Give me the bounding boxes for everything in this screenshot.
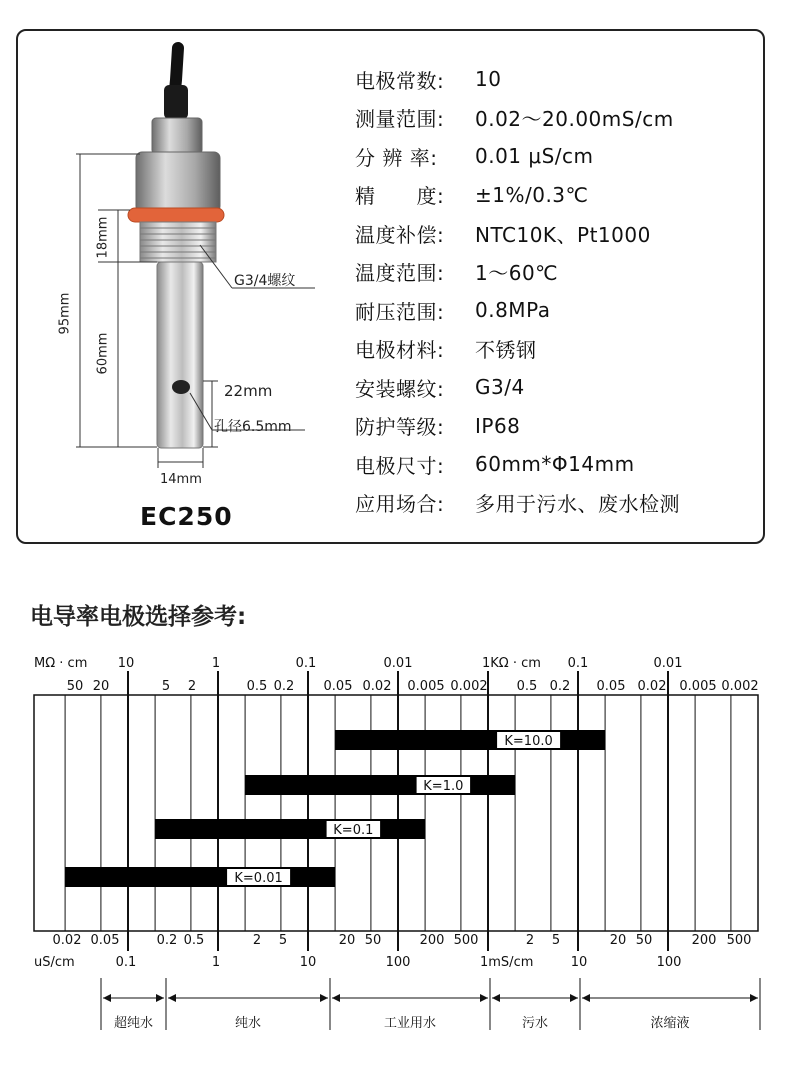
spec-value: 10 [475, 67, 502, 92]
category-arrow-left [168, 994, 176, 1002]
dim-probe-length: 60mm [95, 332, 111, 375]
hex-body [136, 152, 220, 212]
spec-value: 0.01 μS/cm [475, 144, 594, 169]
bottom-minor-tick-label: 2 [525, 933, 535, 948]
top-minor-tick-label: 0.2 [549, 679, 571, 694]
bottom-minor-tick-label: 0.2 [156, 933, 178, 948]
spec-value: 不锈钢 [475, 338, 537, 363]
bottom-major-tick-label: 100 [656, 955, 682, 970]
top-unit-label: 1KΩ · cm [482, 656, 541, 671]
bar-label: K=1.0 [423, 779, 464, 794]
spec-label: 安装螺纹: [355, 376, 445, 401]
spec-row [355, 253, 680, 292]
dim-total: 95mm [57, 292, 73, 335]
spec-row [355, 60, 680, 99]
spec-row [355, 484, 680, 523]
spec-label: 温度补偿: [355, 222, 445, 247]
bottom-major-tick-label: 10 [570, 955, 588, 970]
spec-value: 0.8MPa [475, 298, 551, 323]
category-arrow-right [480, 994, 488, 1002]
probe-tube [157, 262, 203, 448]
top-minor-tick-label: 0.05 [323, 679, 353, 694]
top-minor-tick-label: 5 [161, 679, 171, 694]
bottom-unit-label: 1mS/cm [480, 955, 534, 970]
range-bar [245, 775, 515, 795]
bottom-minor-tick-label: 500 [726, 933, 752, 948]
bottom-major-tick-label: 0.1 [115, 955, 137, 970]
top-minor-tick-label: 50 [66, 679, 84, 694]
spec-row [355, 330, 680, 369]
category-arrow-right [750, 994, 758, 1002]
top-minor-tick-label: 0.5 [246, 679, 268, 694]
spec-value: 0.02～20.00mS/cm [475, 107, 674, 132]
cable-boot [164, 85, 188, 119]
spec-row [355, 445, 680, 484]
spec-row [355, 368, 680, 407]
bottom-unit-label: uS/cm [34, 955, 75, 970]
sensing-hole [172, 380, 190, 394]
spec-label: 应用场合: [355, 492, 445, 517]
bottom-major-tick-label: 10 [299, 955, 317, 970]
top-minor-tick-label: 0.002 [721, 679, 759, 694]
bottom-minor-tick-label: 200 [691, 933, 717, 948]
spec-value: G3/4 [475, 375, 525, 400]
category-label: 浓缩液 [650, 1016, 690, 1031]
dim-hole-label: 孔径6.5mm [214, 419, 292, 435]
spec-label: 精 度: [355, 184, 445, 209]
bottom-minor-tick-label: 0.02 [52, 933, 82, 948]
spec-label: 防护等级: [355, 415, 445, 440]
dim-thread-length: 18mm [95, 216, 111, 259]
bottom-minor-tick-label: 5 [551, 933, 561, 948]
bottom-minor-tick-label: 20 [609, 933, 627, 948]
spec-label: 测量范围: [355, 107, 445, 132]
category-label: 纯水 [234, 1016, 262, 1031]
conductivity-chart [0, 640, 790, 1060]
spec-label: 电极常数: [355, 68, 445, 93]
bar-label: K=0.01 [234, 871, 283, 886]
top-minor-tick-label: 0.02 [637, 679, 667, 694]
category-arrow-right [156, 994, 164, 1002]
range-bar [65, 867, 335, 887]
spec-value: ±1%/0.3℃ [475, 182, 589, 207]
category-label: 污水 [521, 1016, 549, 1031]
spec-row [355, 99, 680, 138]
category-label: 工业用水 [383, 1016, 437, 1031]
top-minor-tick-label: 0.005 [679, 679, 717, 694]
bottom-minor-tick-label: 5 [278, 933, 288, 948]
top-major-tick-label: 1 [211, 656, 221, 671]
spec-row [355, 176, 680, 215]
top-major-tick-label: 0.1 [295, 656, 317, 671]
category-arrow-right [320, 994, 328, 1002]
top-minor-tick-label: 0.002 [450, 679, 488, 694]
bar-label: K=10.0 [504, 734, 553, 749]
top-minor-tick-label: 0.2 [273, 679, 295, 694]
category-arrow-right [570, 994, 578, 1002]
spec-label: 分 辨 率: [355, 145, 438, 170]
category-arrow-left [582, 994, 590, 1002]
spec-value: 1～60℃ [475, 261, 559, 286]
top-minor-tick-label: 0.02 [362, 679, 392, 694]
bottom-minor-tick-label: 2 [252, 933, 262, 948]
bottom-minor-tick-label: 50 [364, 933, 382, 948]
o-ring [128, 208, 224, 222]
dim-hole-position: 22mm [224, 382, 273, 400]
spec-row [355, 137, 680, 176]
spec-value: IP68 [475, 413, 521, 438]
gland-nut [152, 118, 202, 154]
spec-value: 多用于污水、废水检测 [475, 492, 680, 517]
bottom-minor-tick-label: 20 [338, 933, 356, 948]
top-minor-tick-label: 2 [187, 679, 197, 694]
range-bar [155, 819, 425, 839]
bottom-major-tick-label: 100 [385, 955, 411, 970]
top-major-tick-label: 10 [117, 656, 135, 671]
section-title: 电导率电极选择参考: [30, 604, 247, 630]
spec-row [355, 407, 680, 446]
dim-diameter: 14mm [160, 472, 202, 487]
top-major-tick-label: 0.1 [567, 656, 589, 671]
bottom-minor-tick-label: 50 [635, 933, 653, 948]
bottom-major-tick-label: 1 [211, 955, 221, 970]
spec-label: 耐压范围: [355, 299, 445, 324]
top-unit-label: MΩ · cm [34, 656, 88, 671]
top-minor-tick-label: 0.005 [407, 679, 445, 694]
top-major-tick-label: 0.01 [653, 656, 683, 671]
spec-value: NTC10K、Pt1000 [475, 222, 651, 247]
bottom-minor-tick-label: 500 [453, 933, 479, 948]
category-arrow-left [332, 994, 340, 1002]
spec-row [355, 214, 680, 253]
spec-label: 电极材料: [355, 338, 445, 363]
spec-label: 电极尺寸: [355, 453, 445, 478]
spec-value: 60mm*Φ14mm [475, 452, 635, 477]
bottom-minor-tick-label: 200 [419, 933, 445, 948]
range-bar [335, 730, 605, 750]
spec-row [355, 291, 680, 330]
model-name: EC250 [140, 502, 233, 531]
bar-label: K=0.1 [333, 823, 374, 838]
top-minor-tick-label: 0.05 [596, 679, 626, 694]
category-label: 超纯水 [113, 1016, 154, 1031]
category-arrow-left [103, 994, 111, 1002]
bottom-minor-tick-label: 0.5 [183, 933, 205, 948]
spec-list [355, 60, 680, 522]
top-minor-tick-label: 0.5 [516, 679, 538, 694]
spec-label: 温度范围: [355, 261, 445, 286]
top-major-tick-label: 0.01 [383, 656, 413, 671]
category-arrow-left [492, 994, 500, 1002]
top-minor-tick-label: 20 [92, 679, 110, 694]
dim-thread-label: G3/4螺纹 [234, 273, 296, 289]
bottom-minor-tick-label: 0.05 [90, 933, 120, 948]
